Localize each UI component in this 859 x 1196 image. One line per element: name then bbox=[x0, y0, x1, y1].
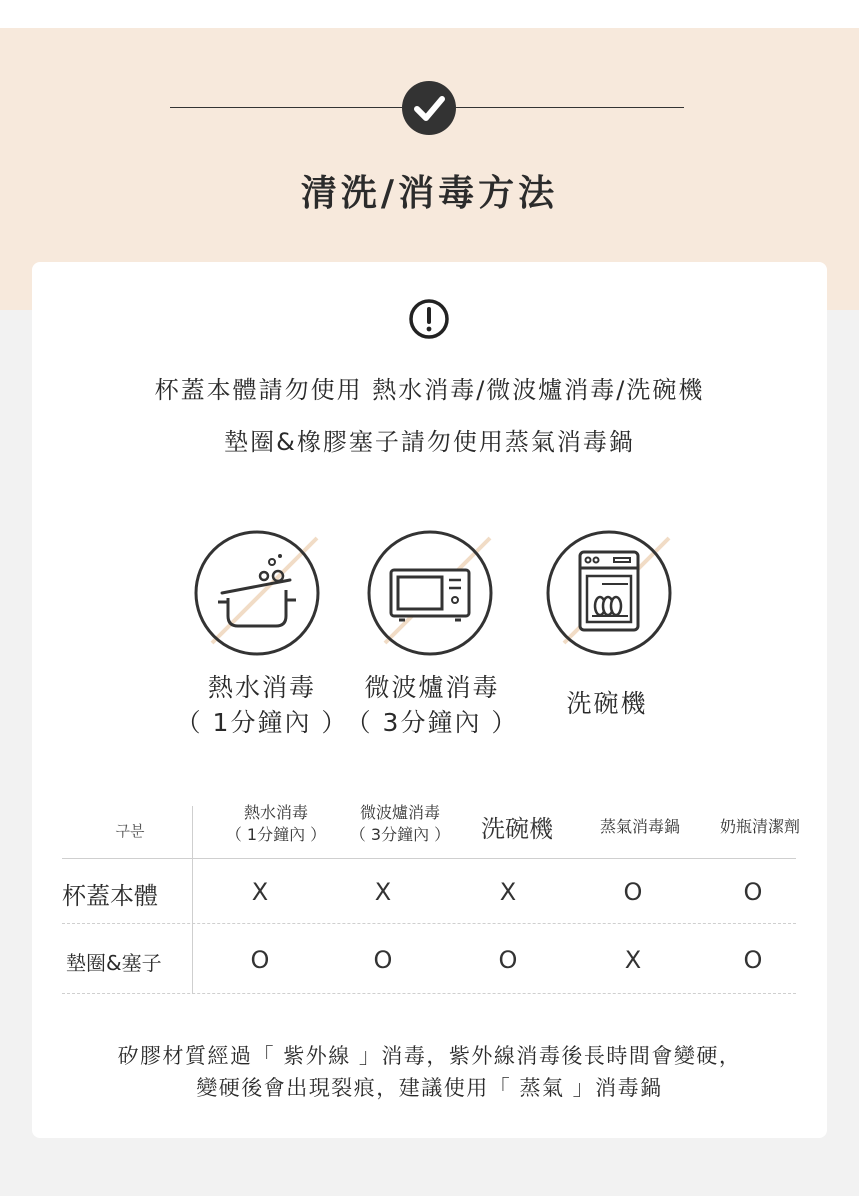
row-label-gasket-stopper: 墊圈&塞子 bbox=[66, 951, 162, 975]
dishwasher-icon bbox=[544, 528, 674, 658]
table-header-steam-sterilizer: 蒸氣消毒鍋 bbox=[599, 817, 680, 836]
warning-line-gasket: 墊圈&橡膠塞子請勿使用蒸氣消毒鍋 bbox=[224, 428, 635, 456]
table-cell: X bbox=[499, 878, 517, 906]
method-label-hot-water: 熱水消毒 （ 1分鐘內 ） bbox=[175, 673, 349, 737]
table-cell: O bbox=[623, 878, 643, 906]
table-header-microwave: 微波爐消毒 （ 3分鐘內 ） bbox=[349, 803, 451, 844]
info-card bbox=[32, 262, 827, 1138]
footnote-line-1: 矽膠材質經過「 紫外線 」消毒，紫外線消毒後長時間會變硬， bbox=[117, 1044, 742, 1068]
table-cell: O bbox=[498, 946, 518, 974]
table-cell: X bbox=[251, 878, 269, 906]
table-cell: X bbox=[374, 878, 392, 906]
method-label-dishwasher: 洗碗機 bbox=[566, 689, 648, 718]
table-corner-label: 구분 bbox=[115, 822, 145, 840]
table-cell: O bbox=[373, 946, 393, 974]
header-divider-left bbox=[170, 107, 402, 108]
table-bottom-divider bbox=[62, 993, 796, 994]
exclamation-circle-icon bbox=[408, 298, 450, 340]
table-row-divider bbox=[62, 923, 796, 924]
method-label-microwave: 微波爐消毒 （ 3分鐘內 ） bbox=[345, 673, 519, 737]
table-cell: O bbox=[743, 946, 763, 974]
table-cell: O bbox=[743, 878, 763, 906]
row-label-lid-body: 杯蓋本體 bbox=[62, 882, 158, 910]
page-title: 清洗/消毒方法 bbox=[300, 173, 559, 214]
microwave-icon bbox=[365, 528, 495, 658]
table-header-divider bbox=[62, 858, 796, 859]
table-header-dishwasher: 洗碗機 bbox=[481, 815, 553, 843]
warning-line-lid: 杯蓋本體請勿使用 熱水消毒/微波爐消毒/洗碗機 bbox=[154, 376, 705, 404]
boiling-pot-icon bbox=[192, 528, 322, 658]
table-header-hot-water: 熱水消毒 （ 1分鐘內 ） bbox=[225, 803, 327, 844]
top-margin bbox=[0, 0, 859, 28]
check-circle-icon bbox=[402, 81, 456, 135]
footnote-line-2: 變硬後會出現裂痕，建議使用「 蒸氣 」消毒鍋 bbox=[196, 1076, 663, 1100]
table-cell: X bbox=[624, 946, 642, 974]
table-header-bottle-cleanser: 奶瓶清潔劑 bbox=[719, 817, 800, 836]
table-vertical-divider bbox=[192, 806, 193, 994]
table-cell: O bbox=[250, 946, 270, 974]
header-divider-right bbox=[456, 107, 684, 108]
